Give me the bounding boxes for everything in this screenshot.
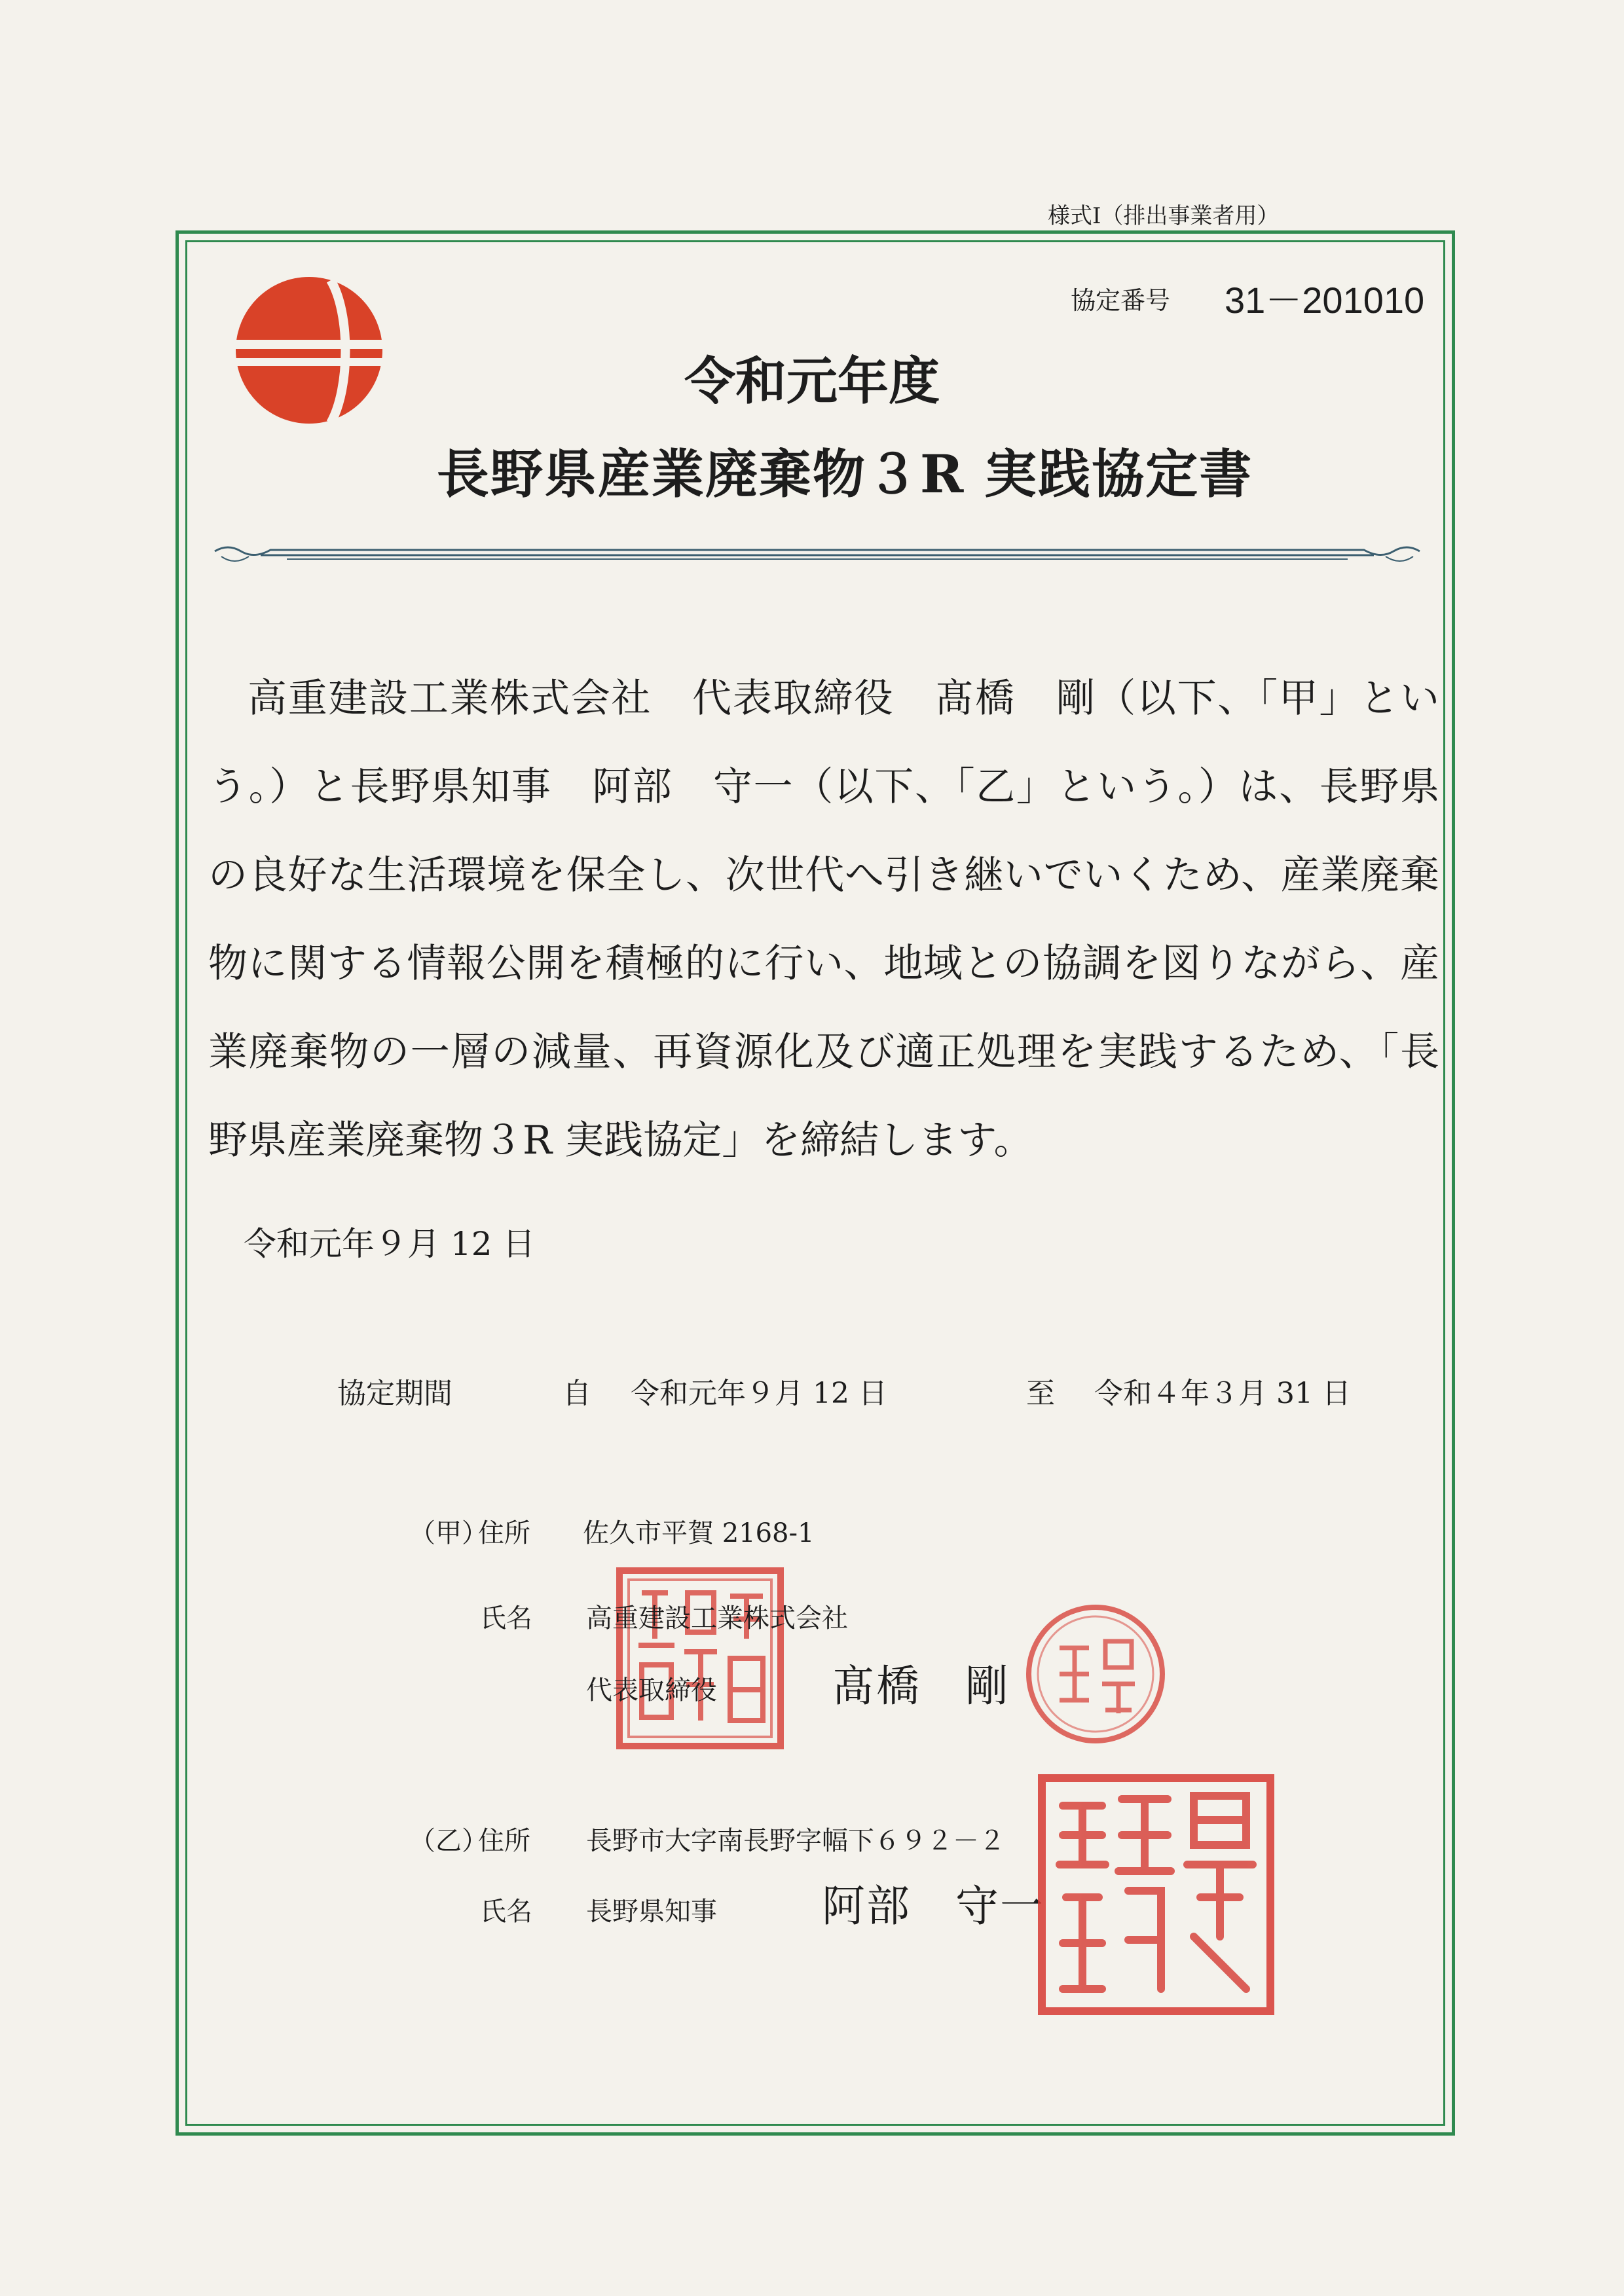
party-b-mark: （乙）: [409, 1826, 488, 1856]
agreement-body: [208, 655, 1439, 1185]
title-main: 長野県産業廃棄物３R 実践協定書: [436, 443, 1253, 505]
agreement-body-text: 高重建設工業株式会社 代表取締役 髙橋 剛（以下、「甲」という。）と長野県知事 阿部 守一（以下、「乙」という。）は、長野県の良好な生活環境を保全し、次世代へ引き継いでいくため、産業廃棄物に関する情報公開を積極的に行い、地域との協調を図りながら、産業廃棄物の一層の減量、再資源化及び適正処理を実践するため、「長野県産業廃棄物３R 実践協定」を締結します。: [208, 676, 1439, 1163]
ornament-divider: [208, 537, 1426, 570]
period-label: 協定期間: [337, 1377, 452, 1410]
signed-date: 令和元年９月 12 日: [244, 1225, 536, 1263]
party-b-address: 長野市大字南長野字幅下６９２－２: [586, 1826, 1005, 1856]
period-to-date: 令和４年３月 31 日: [1094, 1377, 1351, 1410]
party-b-signer: 阿部 守一: [822, 1881, 1044, 1931]
party-a-mark: （甲）: [409, 1518, 488, 1548]
agreement-number-value: 31－201010: [1225, 280, 1425, 321]
party-a-address-label: 住所: [478, 1518, 530, 1548]
party-b-title: 長野県知事: [586, 1897, 717, 1927]
party-b-name-label: 氏名: [480, 1897, 532, 1927]
agreement-period: [337, 1370, 1351, 1412]
party-a-signer: 髙橋 剛: [832, 1661, 1010, 1711]
party-a-name-label: 氏名: [480, 1603, 532, 1633]
party-a-title: 代表取締役: [586, 1675, 717, 1705]
agreement-number-label: 協定番号: [1071, 286, 1171, 315]
period-to-label: 至: [1026, 1377, 1055, 1410]
title-year: 令和元年度: [684, 352, 940, 411]
party-b-address-label: 住所: [478, 1826, 530, 1856]
representative-seal-icon: [1024, 1602, 1168, 1746]
company-seal-icon: [616, 1567, 784, 1750]
party-a-address: 佐久市平賀 2168-1: [583, 1518, 815, 1548]
form-label: 様式Ⅰ（排出事業者用）: [1048, 203, 1280, 229]
period-from-label: 自: [563, 1377, 591, 1410]
period-from-date: 令和元年９月 12 日: [631, 1377, 887, 1410]
governor-seal-icon: [1037, 1773, 1276, 2016]
party-a-company: 高重建設工業株式会社: [586, 1603, 848, 1633]
